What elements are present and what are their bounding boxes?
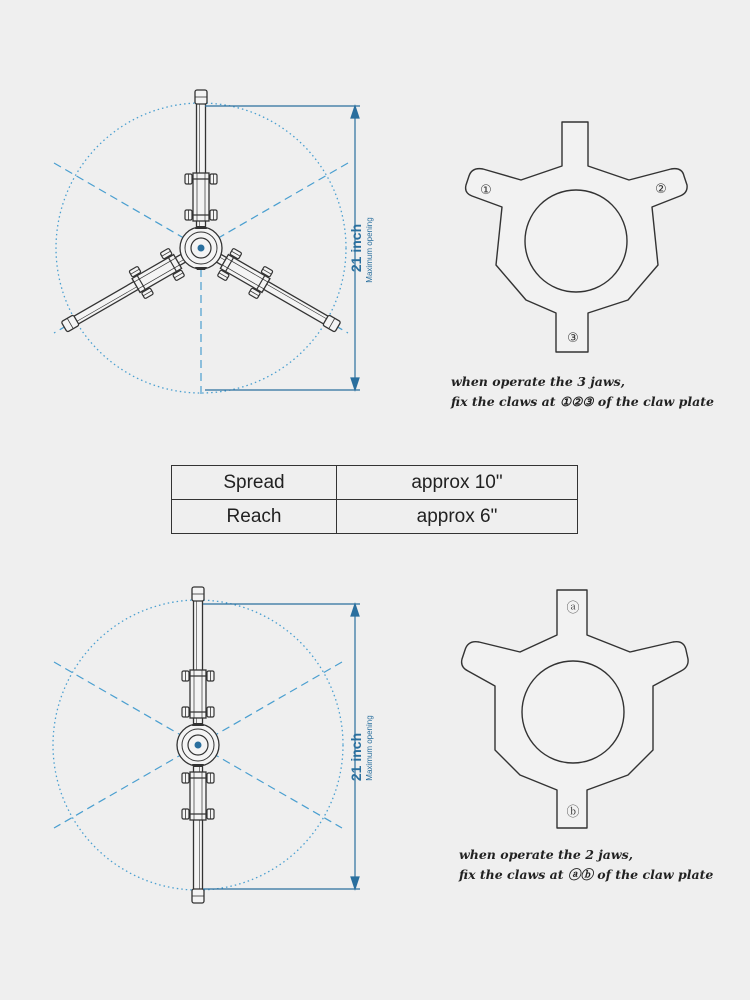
spec-value: approx 6" (337, 500, 578, 534)
claw-label-2: ② (655, 182, 667, 197)
dimension-label: 21 inch (348, 223, 364, 273)
spec-label: Spread (172, 466, 337, 500)
dimension-label: 21 inch (348, 732, 364, 782)
dimension-caption: Maximum opening (365, 217, 374, 283)
plate-center-hole (522, 661, 624, 763)
note-line: when operate the 3 jaws, (451, 374, 626, 389)
note-line: fix the claws at ①②③ of the claw plate (451, 394, 714, 409)
jaw-arms (177, 587, 219, 903)
claw-label-3: ③ (567, 331, 579, 346)
dimension-line (205, 106, 360, 390)
three-jaw-puller-drawing (54, 90, 374, 395)
two-jaw-puller-drawing (53, 587, 374, 903)
spec-label: Reach (172, 500, 337, 534)
two-claw-plate (462, 590, 689, 828)
spec-value: approx 10" (337, 466, 578, 500)
two-jaw-note (459, 845, 713, 885)
table-row (172, 466, 578, 500)
claw-label-1: ① (480, 183, 492, 198)
claw-label-b: ⓑ (566, 805, 580, 820)
jaw-arms (56, 90, 346, 341)
claw-label-a: ⓐ (566, 601, 580, 616)
dimension-caption: Maximum opening (365, 715, 374, 781)
note-line: when operate the 2 jaws, (459, 847, 634, 862)
three-jaw-note (451, 372, 714, 412)
note-line: fix the claws at ⓐⓑ of the claw plate (459, 867, 714, 882)
plate-center-hole (525, 190, 627, 292)
spec-table (171, 465, 578, 534)
table-row (172, 500, 578, 534)
three-claw-plate (466, 122, 688, 352)
dimension-line (203, 604, 360, 889)
